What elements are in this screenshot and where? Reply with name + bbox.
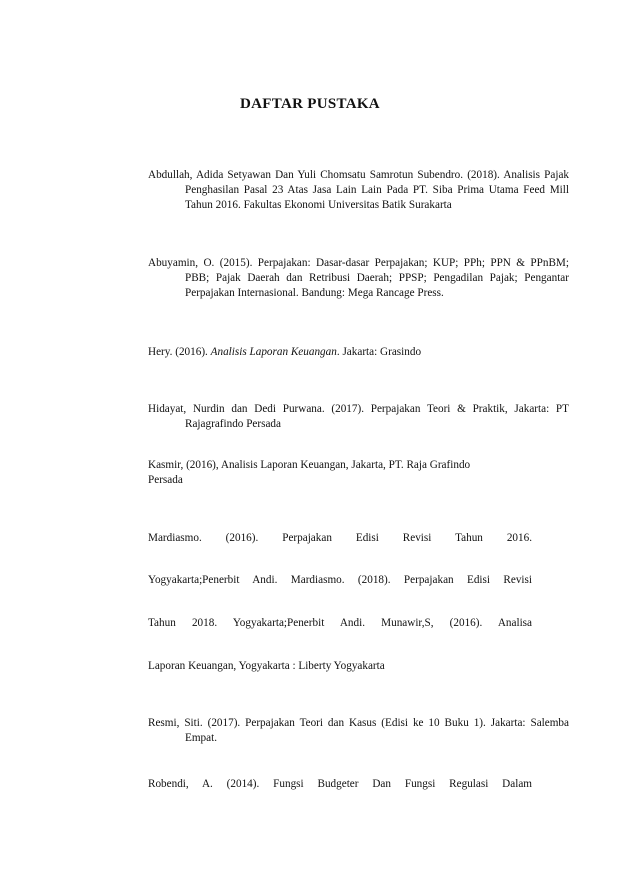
reference-robendi: Robendi, A. (2014). Fungsi Budgeter Dan Fungsi Regulasi Dalam <box>148 778 532 790</box>
reference-hery <box>148 345 569 360</box>
reference-resmi: Resmi, Siti. (2017). Perpajakan Teori dan Kasus (Edisi ke 10 Buku 1). Jakarta: Salemba Empat. <box>148 717 569 744</box>
reference-mardiasmo-line1: Mardiasmo. (2016). Perpajakan Edisi Revisi Tahun 2016. <box>148 532 532 544</box>
reference-mardiasmo-line2: Yogyakarta;Penerbit Andi. Mardiasmo. (2018). Perpajakan Edisi Revisi <box>148 574 532 586</box>
reference-kasmir-line2: Persada <box>148 474 183 486</box>
reference-abdullah: Abdullah, Adida Setyawan Dan Yuli Chomsatu Samrotun Subendro. (2018). Analisis Pajak Penghasilan Pasal 23 Atas Jasa Lain Lain Pada PT. Siba Prima Utama Feed Mill Tahun 2016. Fakultas Ekonomi Universitas Batik Surakarta <box>148 169 569 211</box>
reference-hidayat: Hidayat, Nurdin dan Dedi Purwana. (2017). Perpajakan Teori & Praktik, Jakarta: PT Rajagrafindo Persada <box>148 403 569 430</box>
reference-abuyamin: Abuyamin, O. (2015). Perpajakan: Dasar-dasar Perpajakan; KUP; PPh; PPN & PPnBM; PBB; Pajak Daerah dan Retribusi Daerah; PPSP; Pengadilan Pajak; Pengantar Perpajakan Internasional. Bandung: Mega Rancage Press. <box>148 257 569 299</box>
reference-mardiasmo-line4: Laporan Keuangan, Yogyakarta : Liberty Yogyakarta <box>148 660 385 672</box>
reference-kasmir-line1: Kasmir, (2016), Analisis Laporan Keuangan, Jakarta, PT. Raja Grafindo <box>148 459 471 471</box>
reference-hery-author: Hery. (2016). <box>148 346 211 358</box>
reference-mardiasmo-line3: Tahun 2018. Yogyakarta;Penerbit Andi. Munawir,S, (2016). Analisa <box>148 617 532 629</box>
reference-hery-title: Analisis Laporan Keuangan <box>210 346 337 358</box>
page-title: DAFTAR PUSTAKA <box>240 96 380 112</box>
reference-hery-publisher: . Jakarta: Grasindo <box>336 346 422 358</box>
